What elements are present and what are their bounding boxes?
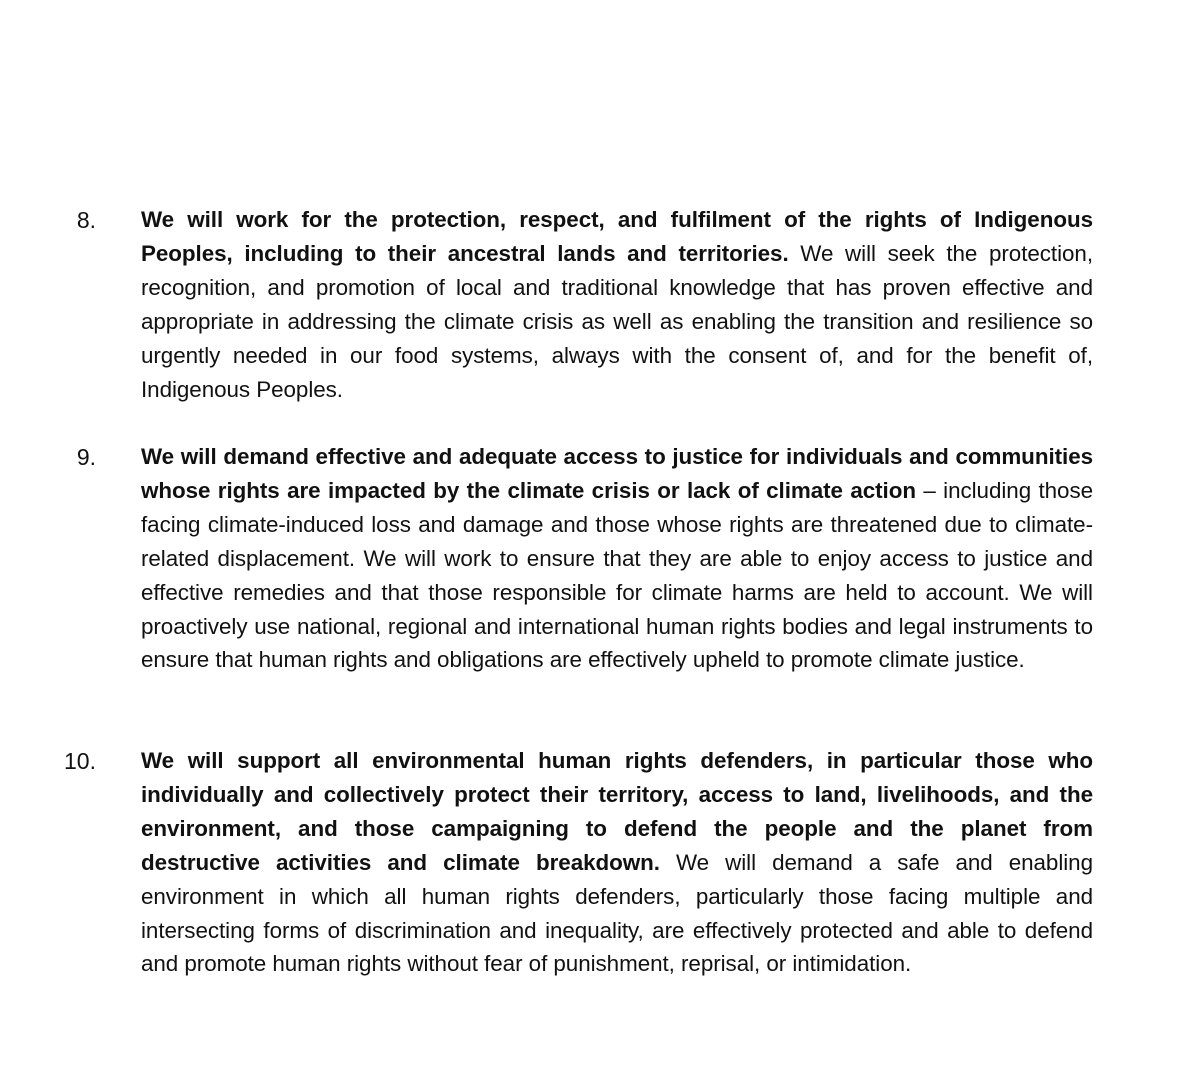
item-body-text: – including those facing climate-induced loss and damage and those whose rights are threatened due to climate-related displacement. We will work to ensure that they are able to enjoy access to justice and effective remedies and that those responsible for climate harms are held to account. We will proactively use national, regional and international human rights bodies and legal instruments to ensure that human rights and obligations are effectively upheld to promote climate justice. (141, 477, 1094, 673)
item-paragraph (141, 744, 1093, 981)
item-bold-lead: We will support all environmental human rights defenders, in particular those who individually and collectively protect their territory, access to land, livelihoods, and the environment, and those campaigning to defend the people and the planet from destructive activities and climate breakdown. (141, 748, 1093, 875)
item-bold-lead: We will demand effective and adequate access to justice for individuals and communities whose rights are impacted by the climate crisis or lack of climate action (141, 444, 1093, 503)
item-number: 8. (76, 207, 96, 233)
item-number: 10. (64, 748, 96, 774)
item-number: 9. (76, 444, 96, 470)
item-paragraph (141, 440, 1093, 677)
item-bold-lead: We will work for the protection, respect, and fulfilment of the rights of Indigenous Peoples, including to their ancestral lands and territories. (141, 207, 1093, 266)
item-paragraph (141, 203, 1093, 406)
item-body-text: We will seek the protection, recognition, and promotion of local and traditional knowledge that has proven effective and appropriate in addressing the climate crisis as well as enabling the transition and resilience so urgently needed in our food systems, always with the consent of, and for the benefit of, Indigenous Peoples. (141, 240, 1093, 402)
item-body-text: We will demand a safe and enabling environment in which all human rights defenders, particularly those facing multiple and intersecting forms of discrimination and inequality, are effectively protected and able to defend and promote human rights without fear of punishment, reprisal, or intimidation. (141, 849, 1093, 977)
